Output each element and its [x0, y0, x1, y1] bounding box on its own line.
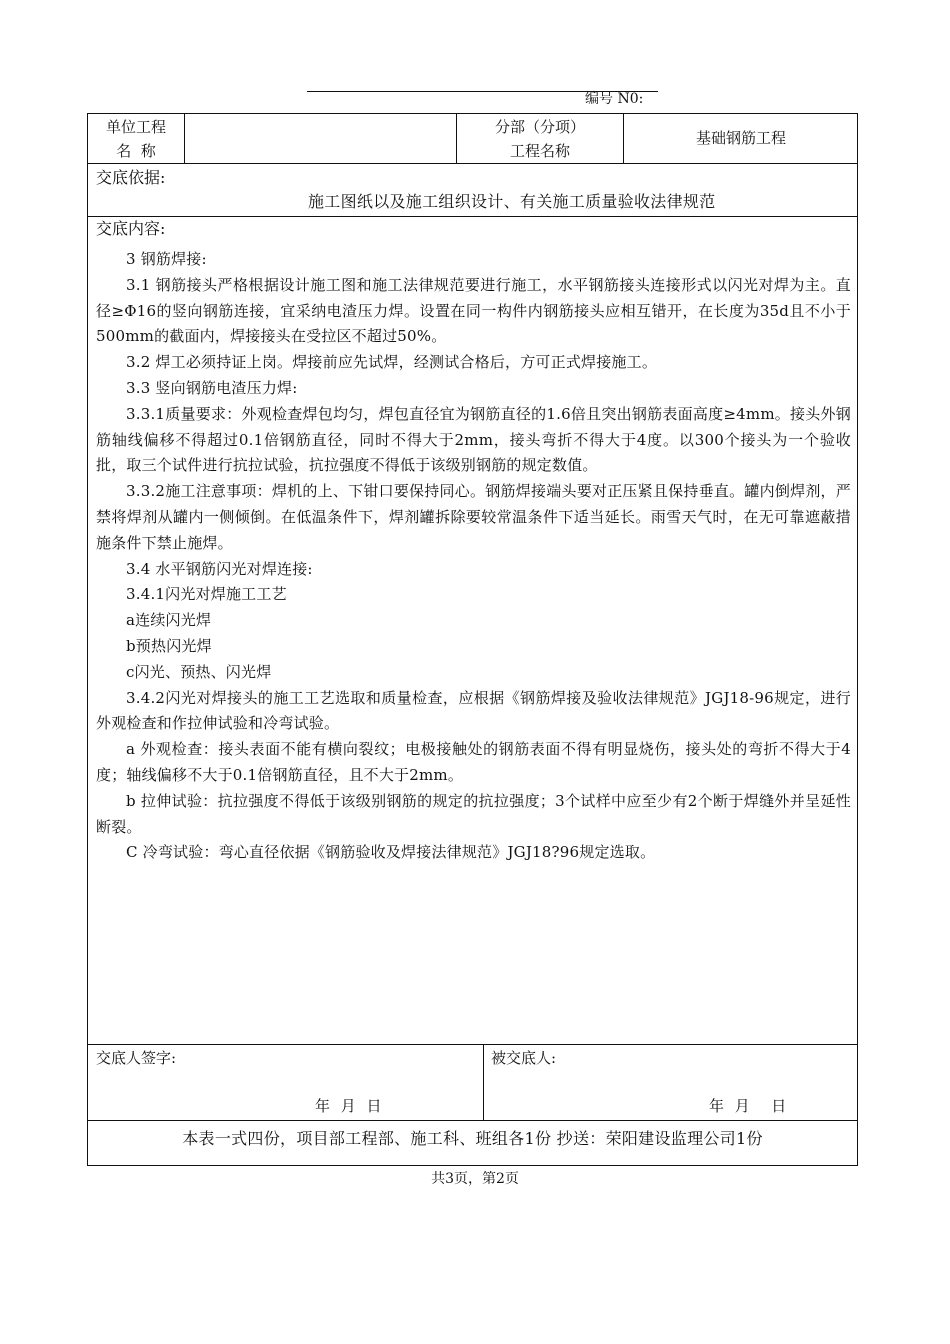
basis-label: 交底依据: — [96, 168, 166, 187]
serial-number-line — [307, 90, 658, 107]
content-paragraph: 3.2 焊工必须持证上岗。焊接前应先试焊，经测试合格后，方可正式焊接施工。 — [126, 353, 658, 372]
content-paragraph: a连续闪光焊 — [126, 611, 212, 630]
serial-number-label: 编号 N0: — [585, 91, 644, 107]
content-paragraph: a 外观检查：接头表面不能有横向裂纹；电极接触处的钢筋表面不得有明显烧伤，接头处的弯折不得大于4度；轴线偏移不大于0.1倍钢筋直径，且不大于2mm。 — [96, 740, 851, 784]
distribution-note: 本表一式四份，项目部工程部、施工科、班组各1份 抄送：荣阳建设监理公司1份 — [182, 1129, 763, 1148]
receiver-signature-label: 被交底人: — [491, 1049, 557, 1067]
content-paragraph: 3.1 钢筋接头严格根据设计施工图和施工法律规范要进行施工，水平钢筋接头连接形式以闪光对焊为主。直径≥Φ16的竖向钢筋连接，宜采纳电渣压力焊。设置在同一构件内钢筋接头应相互错开，在长度为35d且不小于500mm的截面内，焊接接头在受拉区不超过50%。 — [96, 275, 851, 346]
content-paragraph: 3.3.1质量要求：外观检查焊包均匀，焊包直径宜为钢筋直径的1.6倍且突出钢筋表面高度≥4mm。接头外钢筋轴线偏移不得超过0.1倍钢筋直径，同时不得大于2mm，接头弯折不得大于4度。以300个接头为一个验收批，取三个试件进行抗拉试验，抗拉强度不得低于该级别钢筋的规定数值。 — [96, 404, 851, 475]
content-paragraph: 3 钢筋焊接: — [126, 250, 207, 268]
divider — [88, 216, 857, 217]
sub-project-label-line2: 工程名称 — [509, 142, 570, 160]
content-body — [96, 247, 851, 866]
sub-project-value: 基础钢筋工程 — [695, 129, 786, 147]
disclosure-form-table — [87, 113, 858, 1166]
divider — [88, 1044, 857, 1045]
receiver-date: 年 月 日 — [709, 1097, 787, 1115]
divider — [184, 114, 185, 163]
divider — [483, 1044, 484, 1120]
divider — [88, 1120, 857, 1121]
unit-project-label-line1: 单位工程 — [105, 118, 166, 136]
content-paragraph: 3.3.2施工注意事项：焊机的上、下钳口要保持同心。钢筋焊接端头要对正压紧且保持垂直。罐内倒焊剂，严禁将焊剂从罐内一侧倾倒。在低温条件下，焊剂罐拆除要较常温条件下适当延长。雨雪天气时，在无可靠遮蔽措施条件下禁止施焊。 — [96, 482, 851, 552]
content-paragraph: 3.3 竖向钢筋电渣压力焊: — [126, 378, 298, 397]
sub-project-label-line1: 分部（分项） — [494, 118, 585, 136]
content-paragraph: 3.4.1闪光对焊施工工艺 — [126, 585, 287, 604]
divider — [88, 163, 857, 164]
unit-project-label-line2: 名 称 — [116, 142, 156, 160]
basis-text: 施工图纸以及施工组织设计、有关施工质量验收法律规范 — [308, 192, 716, 211]
content-paragraph: 3.4.2闪光对焊接头的施工工艺选取和质量检查，应根据《钢筋焊接及验收法律规范》JGJ18-96规定，进行外观检查和作拉伸试验和冷弯试验。 — [96, 688, 851, 733]
discloser-date: 年 月 日 — [315, 1097, 382, 1115]
discloser-signature-label: 交底人签字: — [96, 1049, 177, 1067]
content-paragraph: b预热闪光焊 — [126, 636, 212, 655]
content-paragraph: c闪光、预热、闪光焊 — [126, 662, 272, 681]
content-paragraph: 3.4 水平钢筋闪光对焊连接: — [126, 559, 313, 578]
content-paragraph: b 拉伸试验：抗拉强度不得低于该级别钢筋的规定的抗拉强度；3个试样中应至少有2个断于焊缝外并呈延性断裂。 — [96, 791, 851, 836]
content-label: 交底内容: — [96, 219, 166, 238]
page-number: 共3页，第2页 — [431, 1171, 519, 1187]
content-paragraph: C 冷弯试验：弯心直径依据《钢筋验收及焊接法律规范》JGJ18?96规定选取。 — [126, 843, 656, 862]
